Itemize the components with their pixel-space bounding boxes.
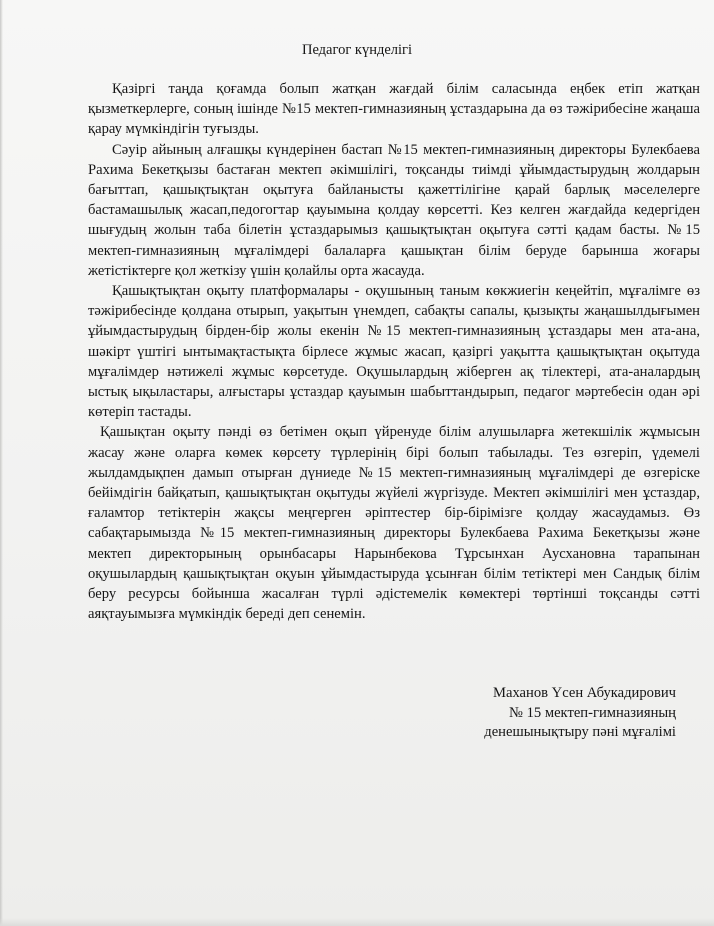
page-left-edge	[0, 0, 3, 926]
document-body	[88, 79, 700, 624]
signature-position: денешынықтыру пәні мұғалімі	[484, 724, 676, 740]
signature-block	[420, 684, 676, 743]
paragraph-2: Сәуір айының алғашқы күндерінен бастап №15 мектеп-гимназияның директоры Булекбаева Рахима Бекетқызы бастаған мектеп әкімшілігі, тоқсанды тиімді ұйымдастырудың жолдарын бағыттап, қашықтықтан оқытуға байланысты қажеттілігіне қарай барлық мәселелерге бастамашылық жасап,педогогтар қауымына қолдау көрсетті. Кез келген жағдайда кедергіден шығудың жолын таба білетін ұстаздарымыз қашықтықтан оқытуға сәтті қадам басты. №15 мектеп-гимназияның мұғалімдері балаларға қашықтан білім беруде барынша жоғары жетістіктерге қол жеткізу үшін қолайлы орта жасауда.	[88, 141, 700, 279]
signature-school: № 15 мектеп-гимназияның	[509, 704, 676, 721]
paragraph-1: Қазіргі таңда қоғамда болып жатқан жағдай білім саласында еңбек етіп жатқан қызметкерлерге, соның ішінде №15 мектеп-гимназияның ұстаздарына да өз тәжірибесіне жаңаша қарау мүмкіндігін туғызды.	[88, 81, 700, 138]
document-title: Педагог күнделігі	[301, 42, 413, 58]
signature-name: Маханов Үсен Абукадирович	[493, 685, 676, 701]
page-bottom-shadow	[0, 918, 714, 926]
paragraph-4: Қашықтан оқыту пәнді өз бетімен оқып үйренуде білім алушыларға жетекшілік жұмысын жасау және оларға көмек көрсету түрлерінің бірі болып табылады. Тез өзгеріп, үдемелі жылдамдықпен дамып отырған дүниеде №15 мектеп-гимназияның мұғалімдері де өзгеріске бейімдігін байқатып, қашықтықтан оқытуды жүйелі жүргізуде. Мектеп әкімшілігі мен ұстаздар, ғаламтор тетіктерін жақсы меңгерген әріптестер бір-бірімізге қолдау жасаудамыз. Өз сабақтарымызда №15 мектеп-гимназияның директоры Булекбаева Рахима Бекетқызы және мектеп директорының орынбасары Нарынбекова Тұрсынхан Аусхановна тарапынан оқушылардың қашықтықтан оқуын ұйымдастыруда ұсынған білім тетіктері мен Сандық білім беру ресурсы бойынша жасалған түрлі әдістемелік көмектері төртінші тоқсанды сәтті аяқтауымызға мүмкіндік береді деп сенемін.	[88, 424, 700, 623]
paragraph-3: Қашықтықтан оқыту платформалары - оқушының таным көкжиегін кеңейтіп, мұғалімге өз тәжірибесінде қолдана отырып, уақытын үнемдеп, сабақты сапалы, қызықты жаңашылдығымен ұйымдастырудың бірден-бір жолы екенін №15 мектеп-гимназияның ұстаздары мен ата-ана, шәкірт үштігі ынтымақтастықта бірлесе жұмыс жасап, қазіргі уақытта қашықтықтан оқытуда мұғалімдер нәтижелі жұмыс көрсетуде. Оқушылардың жіберген ақ тілектері, ата-аналардың ыстық ықыластары, алғыстары ұстаздар қауымын шабыттандырып, педагог мәртебесін одан әрі көтеріп тастады.	[88, 283, 700, 421]
